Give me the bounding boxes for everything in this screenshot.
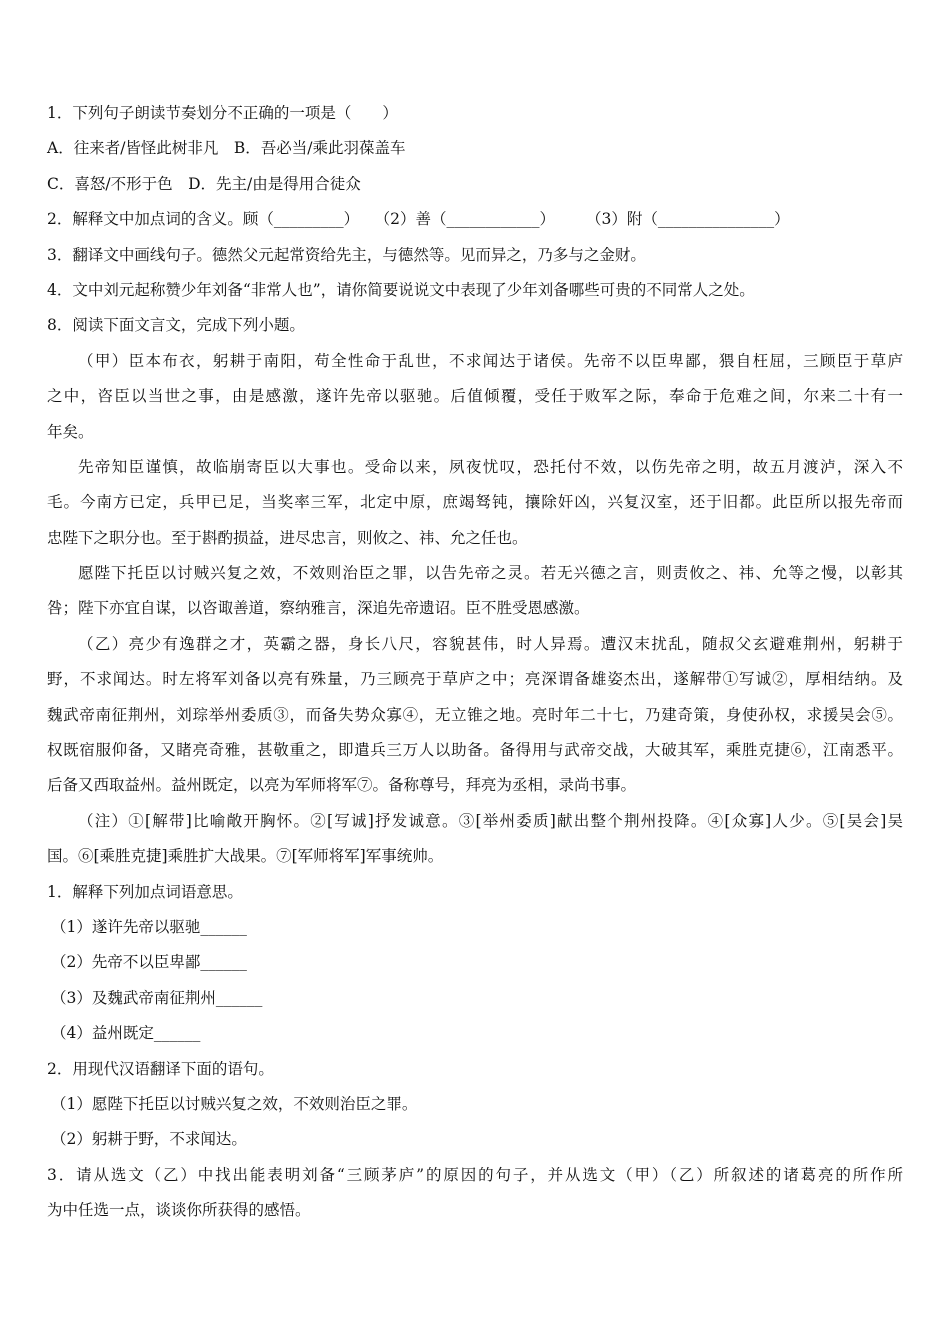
document-page — [47, 101, 903, 1234]
classical-passage — [47, 349, 903, 880]
passage-line: 魏武帝南征荆州，刘琮举州委质③，而备失势众寡④，无立锥之地。亮时年二十七，乃建奇策，身使孙权，求援吴会⑤。 — [47, 705, 903, 724]
passage-line: 国。⑥[乘胜克捷]乘胜扩大战果。⑦[军师将军]军事统帅。 — [47, 847, 444, 866]
question-line: C．喜怒/不形于色 D．先主/由是得用合徒众 — [47, 174, 361, 193]
passage-line: 后备又西取益州。益州既定，以亮为军师将军⑦。备称尊号，拜亮为丞相，录尚书事。 — [47, 776, 637, 795]
questions-bottom — [47, 880, 903, 1234]
sub-question: （2）躬耕于野，不求闻达。 — [51, 1130, 247, 1149]
passage-line: （甲）臣本布衣，躬耕于南阳，苟全性命于乱世，不求闻达于诸侯。先帝不以臣卑鄙，猥自枉屈，三顾臣于草庐 — [78, 351, 903, 370]
passage-line: 先帝知臣谨慎，故临崩寄臣以大事也。受命以来，夙夜忧叹，恐托付不效，以伤先帝之明，故五月渡泸，深入不 — [78, 457, 903, 476]
question-line: 8．阅读下面文言文，完成下列小题。 — [47, 316, 305, 335]
question-line: 1．下列句子朗读节奏划分不正确的一项是（ ） — [47, 104, 398, 122]
sub-question: （1）遂许先帝以驱驰______ — [51, 917, 247, 936]
passage-line: （注）①[解带]比喻敞开胸怀。②[写诚]抒发诚意。③[举州委质]献出整个荆州投降。④[众寡]人少。⑤[吴会]吴 — [78, 811, 903, 830]
passage-line: 权既宿服仰备，又睹亮奇雅，甚敬重之，即遣兵三万人以助备。备得用与武帝交战，大破其军，乘胜克捷⑥，江南悉平。 — [47, 741, 903, 760]
passage-line: 毛。今南方已定，兵甲已足，当奖率三军，北定中原，庶竭驽钝，攘除奸凶，兴复汉室，还于旧都。此臣所以报先帝而 — [47, 493, 903, 512]
passage-line: 之中，咨臣以当世之事，由是感激，遂许先帝以驱驰。后值倾覆，受任于败军之际，奉命于危难之间，尔来二十有一 — [47, 387, 903, 406]
passage-line: 年矣。 — [47, 422, 94, 441]
sub-question: （1）愿陛下托臣以讨贼兴复之效，不效则治臣之罪。 — [51, 1094, 418, 1113]
question-line: 2．解释文中加点词的含义。顾（_________） （2）善（____________） （3）附（_______________） — [47, 210, 790, 229]
questions-top — [47, 101, 903, 349]
passage-line: 忠陛下之职分也。至于斟酌损益，进尽忠言，则攸之、祎、允之任也。 — [47, 528, 528, 547]
passage-line: 咎；陛下亦宜自谋，以咨诹善道，察纳雅言，深追先帝遗诏。臣不胜受恩感激。 — [47, 599, 590, 618]
question-line: 3．请从选文（乙）中找出能表明刘备“三顾茅庐”的原因的句子，并从选文（甲）（乙）所叙述的诸葛亮的所作所 — [47, 1165, 903, 1184]
passage-line: 野，不求闻达。时左将军刘备以亮有殊量，乃三顾亮于草庐之中；亮深谓备雄姿杰出，遂解带①写诚②，厚相结纳。及 — [47, 670, 903, 689]
question-line: 1．解释下列加点词语意思。 — [47, 882, 243, 901]
question-line: 3．翻译文中画线句子。德然父元起常资给先主，与德然等。见而异之，乃多与之金财。 — [47, 245, 646, 264]
passage-line: （乙）亮少有逸群之才，英霸之器，身长八尺，容貌甚伟，时人异焉。遭汉末扰乱，随叔父玄避难荆州，躬耕于 — [78, 634, 903, 653]
sub-question: （3）及魏武帝南征荆州______ — [51, 988, 263, 1007]
question-line: A．往来者/皆怪此树非凡 B．吾必当/乘此羽葆盖车 — [47, 139, 406, 158]
passage-line: 愿陛下托臣以讨贼兴复之效，不效则治臣之罪，以告先帝之灵。若无兴德之言，则责攸之、祎、允等之慢，以彰其 — [78, 564, 903, 583]
sub-question: （4）益州既定______ — [51, 1024, 201, 1043]
question-line: 4．文中刘元起称赞少年刘备“非常人也”，请你简要说说文中表现了少年刘备哪些可贵的不同常人之处。 — [47, 280, 755, 299]
question-line: 2．用现代汉语翻译下面的语句。 — [47, 1059, 274, 1078]
question-line: 为中任选一点，谈谈你所获得的感悟。 — [47, 1201, 311, 1220]
sub-question: （2）先帝不以臣卑鄙______ — [51, 953, 247, 972]
